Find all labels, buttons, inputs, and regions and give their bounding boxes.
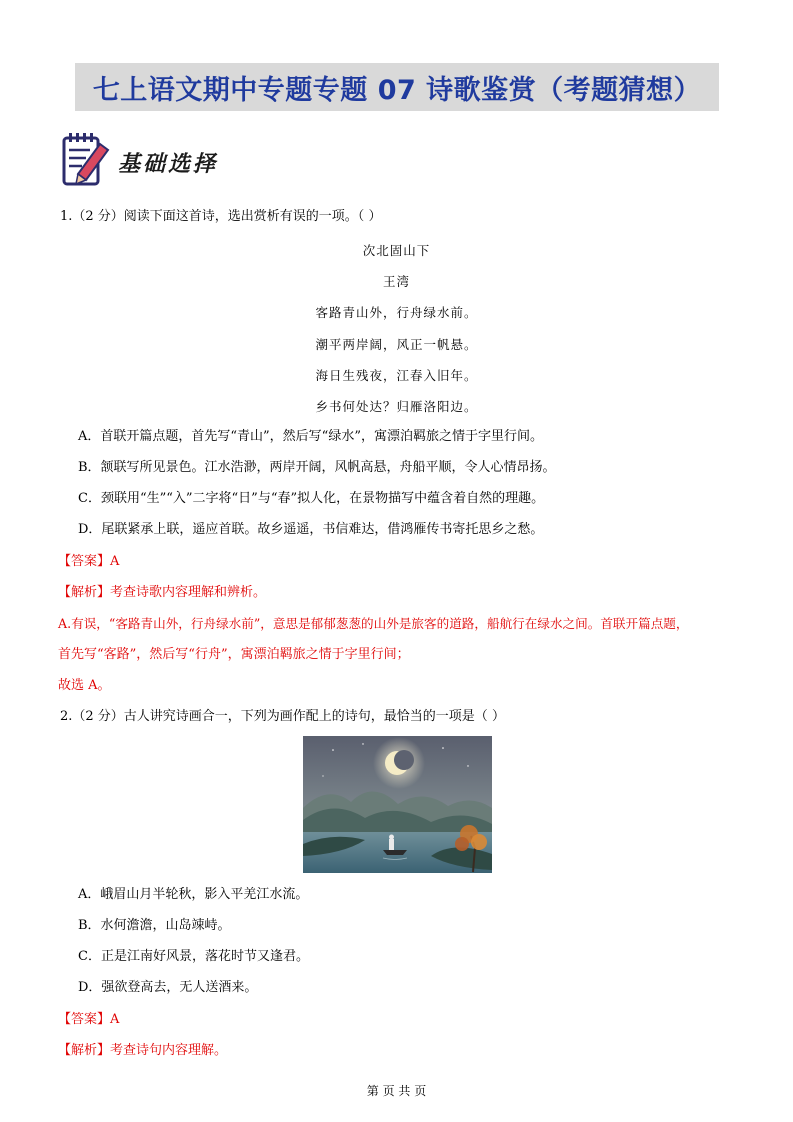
section-header	[60, 128, 218, 190]
q2-option-c: C．正是江南好风景，落花时节又逢君。	[78, 949, 309, 964]
question-1-stem: 1.（2 分）阅读下面这首诗，选出赏析有误的一项。（ ）	[60, 209, 382, 224]
answer-label: 【答案】	[58, 554, 111, 569]
answer-label: 【答案】	[58, 1012, 111, 1027]
q1-option-a: A．首联开篇点题，首先写“青山”，然后写“绿水”，寓漂泊羁旅之情于字里行间。	[78, 429, 543, 444]
poem-line: 客路青山外，行舟绿水前。	[315, 305, 478, 320]
title-banner	[75, 63, 719, 111]
question-2-stem: 2.（2 分）古人讲究诗画合一，下列为画作配上的诗句，最恰当的一项是（ ）	[60, 709, 505, 724]
q1-option-d: D．尾联紧承上联，遥应首联。故乡遥遥，书信难达，借鸿雁传书寄托思乡之愁。	[78, 522, 544, 537]
poem-line: 潮平两岸阔，风正一帆悬。	[315, 337, 478, 352]
q2-analysis	[58, 1042, 227, 1060]
page-footer: 第 页 共 页	[366, 1084, 427, 1098]
q2-option-d: D．强欲登高去，无人送酒来。	[78, 980, 258, 995]
night-river-boat-moon-painting	[303, 736, 492, 873]
analysis-label: 【解析】	[58, 1043, 111, 1058]
q1-conclusion: 故选 A。	[58, 678, 111, 693]
answer-value: A	[110, 1012, 120, 1027]
analysis-intro: 考查诗句内容理解。	[110, 1043, 228, 1058]
q1-analysis	[58, 584, 266, 602]
poem-line: 乡书何处达？归雁洛阳边。	[315, 399, 478, 414]
q2-answer	[58, 1011, 119, 1029]
notepad-pencil-icon	[60, 130, 110, 188]
poem-line: 海日生残夜，江春入旧年。	[315, 368, 478, 383]
q1-answer	[58, 553, 119, 571]
q1-analysis-line-1: A.有误，“客路青山外，行舟绿水前”，意思是郁郁葱葱的山外是旅客的道路，船航行在绿水之间。首联开篇点题，	[58, 616, 689, 631]
poem-author: 王湾	[382, 274, 410, 289]
q1-option-c: C．颈联用“生”“入”二字将“日”与“春”拟人化，在景物描写中蕴含着自然的理趣。	[78, 491, 545, 506]
analysis-label: 【解析】	[58, 585, 111, 600]
page-title: 七上语文期中专题专题 07 诗歌鉴赏（考题猜想）	[92, 74, 702, 106]
section-label: 基础选择	[118, 150, 219, 177]
q1-analysis-line-2: 首先写“客路”，然后写“行舟”，寓漂泊羁旅之情于字里行间；	[58, 647, 410, 662]
analysis-intro: 考查诗歌内容理解和辨析。	[110, 585, 267, 600]
q2-option-a: A．峨眉山月半轮秋，影入平羌江水流。	[78, 887, 309, 902]
q1-option-b: B．颔联写所见景色。江水浩渺，两岸开阔，风帆高悬，舟船平顺，令人心情昂扬。	[78, 460, 556, 475]
poem-title: 次北固山下	[362, 243, 431, 258]
answer-value: A	[110, 554, 120, 569]
q2-option-b: B．水何澹澹，山岛竦峙。	[78, 918, 231, 933]
